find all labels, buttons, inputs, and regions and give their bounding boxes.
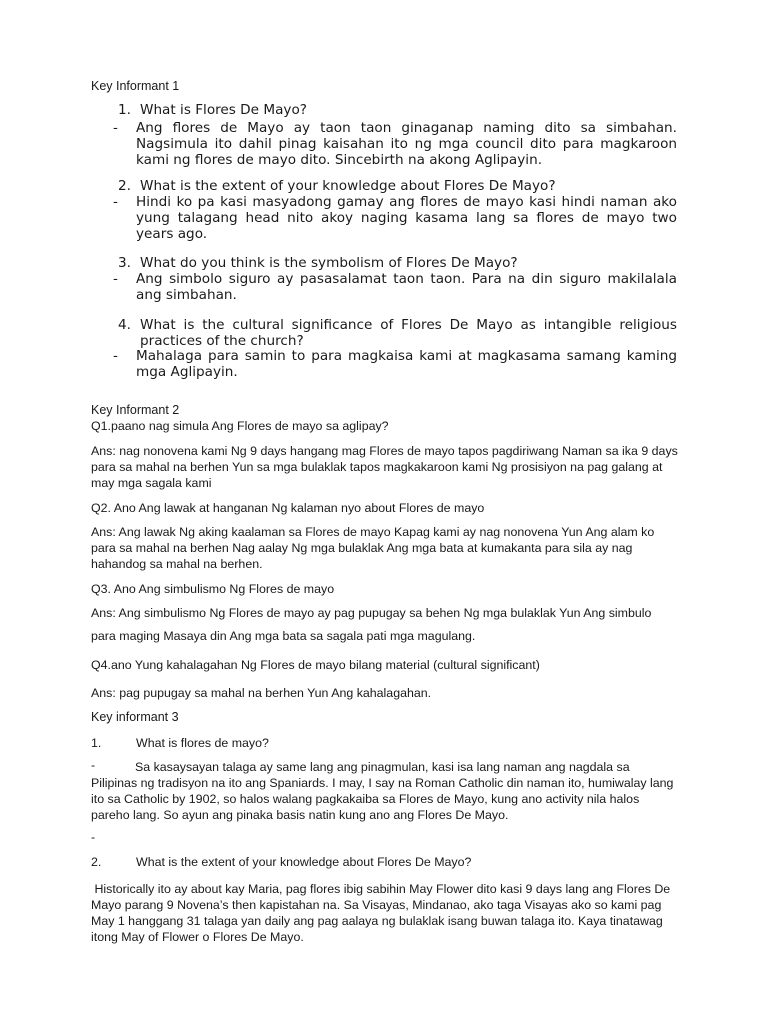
ki1-answer-3 bbox=[113, 271, 677, 303]
answer-text: Ang flores de Mayo ay taon taon ginaganap naming dito sa simbahan. Nagsimula ito dahil pinag kaisahan ito ng mga council dito para magkaroon kami ng flores de mayo dito. Sincebirth na akong Aglipayin. bbox=[136, 120, 677, 168]
ki1-question-1 bbox=[118, 102, 677, 118]
answer-text: Ang simbolo siguro ay pasasalamat taon taon. Para na din siguro makilalala ang simbahan. bbox=[136, 271, 677, 303]
ki3-question-2-text: What is the extent of your knowledge about Flores De Mayo? bbox=[136, 855, 472, 869]
ki3-answer-2: Historically ito ay about kay Maria, pag flores ibig sabihin May Flower dito kasi 9 days lang ang Flores De Mayo parang 9 Novena’s then kapistahan na. Sa Visayas, Mindanao, ako taga Visayas ako so kami pag May 1 hanggang 31 talaga yan daily ang pag aalaya ng bulaklak isang buwan talaga ito. Kaya tinatawag itong May of Flower o Flores De Mayo. bbox=[91, 882, 674, 944]
ki3-question-1-number: 1. bbox=[91, 736, 102, 750]
ki2-answer-2: Ans: Ang lawak Ng aking kaalaman sa Flores de mayo Kapag kami ay nag nonovena Yun Ang alam ko para sa mahal na berhen Nag aalay Ng mga bulaklak Ang mga bata at kumakanta para sila ay nag hahandog sa mahal na berhen. bbox=[91, 525, 655, 571]
question-number: 3. bbox=[118, 255, 131, 271]
ki3-lone-dash: - bbox=[91, 830, 96, 844]
question-text: What is the extent of your knowledge about Flores De Mayo? bbox=[140, 178, 556, 194]
bullet-dash: - bbox=[113, 194, 118, 210]
ki2-question-1: Q1.paano nag simula Ang Flores de mayo sa aglipay? bbox=[91, 419, 389, 433]
ki3-question-1-text: What is flores de mayo? bbox=[136, 736, 269, 750]
ki2-answer-3-line-2: para maging Masaya din Ang mga bata sa sagala pati mga magulang. bbox=[91, 629, 476, 643]
bullet-dash: - bbox=[113, 120, 118, 136]
key-informant-1-heading: Key Informant 1 bbox=[91, 79, 180, 93]
answer-text: Hindi ko pa kasi masyadong gamay ang flores de mayo kasi hindi naman ako yung talagang head nito akoy naging kasama lang sa flores de mayo two years ago. bbox=[136, 194, 677, 242]
ki2-answer-1: Ans: nag nonovena kami Ng 9 days hangang mag Flores de mayo tapos pagdiriwang Naman sa ika 9 days para sa mahal na berhen Yun sa mga bulaklak tapos magkakaroon kami Ng prosisiyon na pag galang at may mga sagala kami bbox=[91, 444, 678, 490]
question-number: 4. bbox=[118, 317, 131, 333]
ki2-answer-4: Ans: pag pupugay sa mahal na berhen Yun Ang kahalagahan. bbox=[91, 686, 432, 700]
bullet-dash: - bbox=[113, 348, 118, 364]
question-number: 2. bbox=[118, 178, 131, 194]
ki2-answer-3-line-1: Ans: Ang simbulismo Ng Flores de mayo ay pag pupugay sa behen Ng mga bulaklak Yun Ang simbulo bbox=[91, 606, 652, 620]
ki1-answer-4 bbox=[113, 348, 677, 380]
bullet-dash: - bbox=[113, 271, 118, 287]
question-text: What is the cultural significance of Flores De Mayo as intangible religious practices of the church? bbox=[140, 317, 677, 349]
ki3-answer-1-dash: - bbox=[91, 758, 96, 772]
ki3-question-2-number: 2. bbox=[91, 855, 102, 869]
ki1-question-4 bbox=[118, 317, 677, 349]
ki1-answer-1 bbox=[113, 120, 677, 168]
key-informant-3-heading: Key informant 3 bbox=[91, 710, 179, 724]
ki2-question-2: Q2. Ano Ang lawak at hanganan Ng kalaman nyo about Flores de mayo bbox=[91, 501, 485, 515]
ki3-answer-1: Sa kasaysayan talaga ay same lang ang pinagmulan, kasi isa lang naman ang nagdala sa Pilipinas ng tradisyon na ito ang Spaniards. I may, I say na Roman Catholic din naman ito, humiwalay lang ito sa Catholic by 1902, so halos walang pagkakaiba sa Flores de Mayo, kung ano activity nila halos pareho lang. So ayun ang pinaka basis natin kung ano ang Flores De Mayo. bbox=[91, 760, 674, 822]
ki1-question-3 bbox=[118, 255, 677, 271]
answer-text: Mahalaga para samin to para magkaisa kami at magkasama samang kaming mga Aglipayin. bbox=[136, 348, 677, 380]
question-text: What do you think is the symbolism of Flores De Mayo? bbox=[140, 255, 518, 271]
question-number: 1. bbox=[118, 102, 131, 118]
key-informant-2-heading: Key Informant 2 bbox=[91, 403, 180, 417]
ki2-question-4: Q4.ano Yung kahalagahan Ng Flores de mayo bilang material (cultural significant) bbox=[91, 658, 540, 672]
question-text: What is Flores De Mayo? bbox=[140, 102, 307, 118]
ki1-question-2 bbox=[118, 178, 677, 194]
ki1-answer-2 bbox=[113, 194, 677, 242]
ki2-question-3: Q3. Ano Ang simbulismo Ng Flores de mayo bbox=[91, 582, 335, 596]
